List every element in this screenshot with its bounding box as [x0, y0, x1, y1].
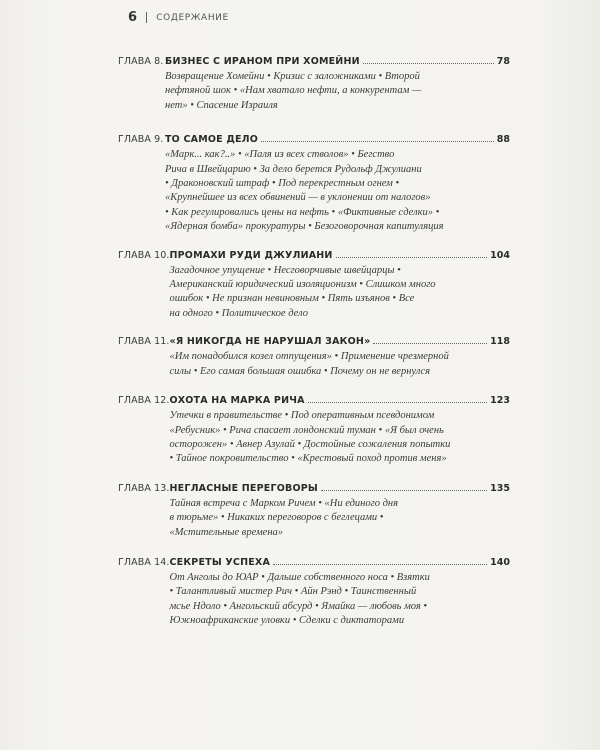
- subsection-line: на одного • Политическое дело: [169, 307, 308, 319]
- chapter-body: [165, 55, 510, 113]
- chapter-page-number: 78: [496, 56, 510, 67]
- chapter-title: ОХОТА НА МАРКА РИЧА: [169, 395, 305, 407]
- subsection-line: осторожен» • Авнер Азулай • Достойные сожаления попытки: [169, 438, 451, 450]
- subsection-line: Тайная встреча с Марком Ричем • «Ни единого дня: [169, 497, 398, 509]
- chapter-title: БИЗНЕС С ИРАНОМ ПРИ ХОМЕЙНИ: [165, 56, 360, 67]
- chapter-body: [169, 335, 510, 379]
- chapter-label: ГЛАВА 9.: [118, 134, 164, 146]
- chapter-label: ГЛАВА 10.: [118, 249, 170, 261]
- subsection-line: • Талантливый мистер Рич • Айн Рэнд • Таинственный: [169, 586, 417, 598]
- chapter-subsections: [169, 497, 459, 540]
- toc-entry-chapter-9: [118, 133, 510, 234]
- chapter-header: [165, 55, 510, 69]
- leader-dots: [308, 402, 488, 403]
- toc-entry-chapter-11: [118, 335, 510, 379]
- chapter-subsections: [169, 571, 459, 629]
- chapter-page-number: 104: [490, 249, 510, 261]
- chapter-body: [169, 556, 510, 629]
- subsection-line: • Тайное покровительство • «Крестовый поход против меня»: [169, 453, 447, 465]
- subsection-line: «Марк... как?..» • «Паля из всех стволов» • Бегство: [165, 149, 395, 161]
- leader-dots: [261, 141, 494, 142]
- subsection-line: Рича в Швейцарию • За дело берется Рудольф Джулиани: [165, 163, 422, 175]
- toc-entry-chapter-10: [118, 249, 510, 322]
- chapter-header: [165, 133, 510, 147]
- subsection-line: «Крупнейшее из всех обвинений — в уклонении от налогов»: [165, 192, 431, 204]
- subsection-line: нет» • Спасение Израиля: [165, 99, 278, 111]
- header-divider: [146, 12, 147, 23]
- chapter-body: [169, 249, 510, 322]
- chapter-subsections: [169, 264, 459, 322]
- chapter-body: [169, 394, 510, 467]
- chapter-subsections: [169, 409, 459, 467]
- subsection-line: • Драконовский штраф • Под перекрестным огнем •: [165, 178, 400, 190]
- chapter-header: [169, 335, 510, 349]
- subsection-line: силы • Его самая большая ошибка • Почему он не вернулся: [169, 365, 431, 377]
- toc-entry-chapter-14: [118, 556, 510, 629]
- chapter-body: [169, 482, 510, 540]
- chapter-page-number: 135: [490, 482, 510, 494]
- chapter-label: ГЛАВА 8.: [118, 56, 164, 67]
- subsection-line: Возвращение Хомейни • Кризис с заложниками • Второй: [165, 71, 420, 82]
- chapter-label: ГЛАВА 14.: [118, 556, 170, 568]
- leader-dots: [336, 257, 488, 258]
- chapter-header: [169, 394, 510, 408]
- chapter-label: ГЛАВА 13.: [118, 482, 170, 494]
- subsection-line: «Ребусник» • Рича спасает лондонский туман • «Я был очень: [169, 424, 444, 436]
- chapter-label: ГЛАВА 12.: [118, 395, 170, 407]
- subsection-line: «Им понадобился козел отпущения» • Применение чрезмерной: [169, 351, 449, 363]
- leader-dots: [363, 63, 494, 64]
- chapter-header: [169, 482, 510, 496]
- chapter-page-number: 140: [490, 556, 510, 568]
- chapter-page-number: 118: [490, 336, 510, 348]
- subsection-line: ошибок • Не признан невиновным • Пять изъянов • Все: [169, 293, 415, 305]
- subsection-line: Утечки в правительстве • Под оперативным псевдонимом: [169, 410, 435, 422]
- chapter-header: [169, 249, 510, 263]
- chapter-title: НЕГЛАСНЫЕ ПЕРЕГОВОРЫ: [169, 482, 318, 494]
- chapter-header: [169, 556, 510, 570]
- chapter-label: ГЛАВА 11.: [118, 336, 170, 348]
- chapter-page-number: 123: [490, 395, 510, 407]
- page-number: 6: [128, 10, 138, 25]
- chapter-subsections: [165, 70, 455, 113]
- leader-dots: [373, 343, 487, 344]
- running-header: [128, 10, 229, 25]
- subsection-line: • Как регулировались цены на нефть • «Фиктивные сделки» •: [165, 206, 440, 218]
- subsection-line: нефтяной шок • «Нам хватало нефти, а конкурентам —: [165, 85, 422, 97]
- toc-entry-chapter-12: [118, 394, 510, 467]
- chapter-title: ТО САМОЕ ДЕЛО: [165, 134, 259, 146]
- chapter-body: [165, 133, 510, 234]
- subsection-line: Южноафриканские уловки • Сделки с диктаторами: [169, 615, 405, 627]
- toc-entry-chapter-13: [118, 482, 510, 540]
- table-of-contents: [118, 55, 510, 645]
- subsection-line: От Анголы до ЮАР • Дальше собственного носа • Взятки: [169, 571, 430, 583]
- subsection-line: Загадочное упущение • Несговорчивые швейцарцы •: [169, 264, 401, 276]
- subsection-line: «Ядерная бомба» прокуратуры • Безоговорочная капитуляция: [165, 221, 444, 233]
- leader-dots: [321, 490, 487, 491]
- toc-entry-chapter-8: [118, 55, 510, 113]
- chapter-page-number: 88: [496, 134, 510, 146]
- leader-dots: [273, 564, 487, 565]
- chapter-title: «Я НИКОГДА НЕ НАРУШАЛ ЗАКОН»: [169, 336, 371, 348]
- subsection-line: «Мстительные времена»: [169, 526, 284, 538]
- section-title: СОДЕРЖАНИЕ: [156, 12, 229, 23]
- subsection-line: мсье Ндоло • Ангольский абсурд • Ямайка — любовь моя •: [169, 600, 428, 612]
- chapter-title: СЕКРЕТЫ УСПЕХА: [169, 556, 271, 568]
- chapter-title: ПРОМАХИ РУДИ ДЖУЛИАНИ: [169, 249, 333, 261]
- subsection-line: Американский юридический изоляционизм • Слишком много: [169, 279, 436, 291]
- chapter-subsections: [165, 148, 455, 234]
- subsection-line: в тюрьме» • Никаких переговоров с беглецами •: [169, 512, 384, 524]
- chapter-subsections: [169, 350, 459, 379]
